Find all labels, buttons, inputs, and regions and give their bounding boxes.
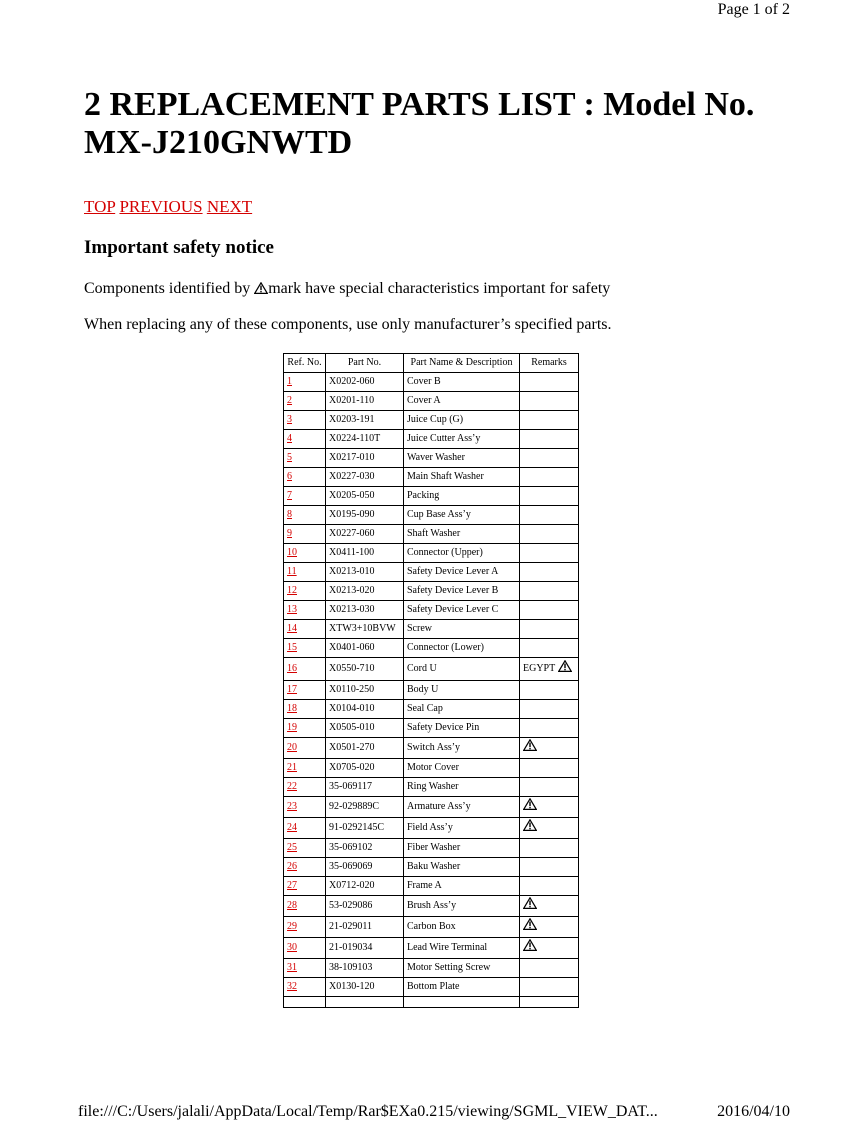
- safety-notice-line-2: When replacing any of these components, use only manufacturer’s specified parts.: [84, 316, 612, 333]
- ref-no-cell: [284, 525, 326, 544]
- remarks-cell: [520, 449, 579, 468]
- part-name-cell: Safety Device Lever A: [404, 563, 520, 582]
- ref-no-cell: [284, 620, 326, 639]
- ref-no-link[interactable]: 18: [287, 703, 297, 714]
- remarks-cell: [520, 839, 579, 858]
- ref-no-cell: [284, 978, 326, 997]
- table-row: [284, 658, 579, 681]
- remarks-cell: [520, 738, 579, 759]
- remarks-cell: [520, 917, 579, 938]
- nav-top-link[interactable]: TOP: [84, 197, 116, 216]
- table-row: [284, 544, 579, 563]
- part-name-cell: Armature Ass’y: [404, 797, 520, 818]
- ref-no-cell: [284, 839, 326, 858]
- parts-table-body: [284, 373, 579, 1008]
- ref-no-cell: [284, 563, 326, 582]
- remarks-cell: [520, 620, 579, 639]
- footer-date: 2016/04/10: [717, 1103, 790, 1120]
- table-row: [284, 938, 579, 959]
- part-name-cell: Carbon Box: [404, 917, 520, 938]
- part-no-cell: X0224-110T: [326, 430, 404, 449]
- ref-no-cell: [284, 506, 326, 525]
- nav-previous-link[interactable]: PREVIOUS: [119, 197, 203, 216]
- remarks-cell: [520, 506, 579, 525]
- ref-no-link[interactable]: 4: [287, 433, 292, 444]
- ref-no-cell: [284, 373, 326, 392]
- empty-cell: [404, 997, 520, 1008]
- table-row-empty: [284, 997, 579, 1008]
- parts-table: [283, 353, 579, 1008]
- table-row: [284, 487, 579, 506]
- part-no-cell: X0227-060: [326, 525, 404, 544]
- ref-no-link[interactable]: 20: [287, 742, 297, 753]
- table-row: [284, 877, 579, 896]
- ref-no-cell: [284, 601, 326, 620]
- ref-no-cell: [284, 759, 326, 778]
- part-name-cell: Connector (Upper): [404, 544, 520, 563]
- safety-notice-text-after: mark have special characteristics important for safety: [268, 280, 611, 297]
- ref-no-link[interactable]: 15: [287, 642, 297, 653]
- ref-no-link[interactable]: 19: [287, 722, 297, 733]
- part-no-cell: 35-069069: [326, 858, 404, 877]
- part-name-cell: Switch Ass’y: [404, 738, 520, 759]
- table-row: [284, 700, 579, 719]
- part-no-cell: X0195-090: [326, 506, 404, 525]
- part-name-cell: Screw: [404, 620, 520, 639]
- part-no-cell: X0401-060: [326, 639, 404, 658]
- ref-no-cell: [284, 738, 326, 759]
- part-name-cell: Safety Device Lever B: [404, 582, 520, 601]
- ref-no-cell: [284, 449, 326, 468]
- part-no-cell: 92-029889C: [326, 797, 404, 818]
- table-row: [284, 797, 579, 818]
- ref-no-cell: [284, 658, 326, 681]
- remarks-cell: [520, 778, 579, 797]
- part-no-cell: X0411-100: [326, 544, 404, 563]
- ref-no-cell: [284, 797, 326, 818]
- ref-no-cell: [284, 959, 326, 978]
- table-row: [284, 778, 579, 797]
- table-row: [284, 839, 579, 858]
- part-name-cell: Baku Washer: [404, 858, 520, 877]
- remarks-cell: [520, 392, 579, 411]
- table-row: [284, 506, 579, 525]
- remarks-cell: [520, 430, 579, 449]
- part-name-cell: Main Shaft Washer: [404, 468, 520, 487]
- safety-notice-text-before: Components identified by: [84, 280, 255, 297]
- remarks-cell: [520, 411, 579, 430]
- ref-no-cell: [284, 430, 326, 449]
- ref-no-cell: [284, 818, 326, 839]
- ref-no-link[interactable]: 23: [287, 801, 297, 812]
- table-row: [284, 468, 579, 487]
- part-name-cell: Safety Device Pin: [404, 719, 520, 738]
- warning-triangle-icon: [558, 660, 572, 672]
- part-name-cell: Packing: [404, 487, 520, 506]
- table-row: [284, 639, 579, 658]
- remarks-cell: [520, 373, 579, 392]
- ref-no-link[interactable]: 17: [287, 684, 297, 695]
- remarks-cell: [520, 563, 579, 582]
- part-name-cell: Motor Cover: [404, 759, 520, 778]
- ref-no-link[interactable]: 22: [287, 781, 297, 792]
- ref-no-cell: [284, 858, 326, 877]
- part-no-cell: X0550-710: [326, 658, 404, 681]
- table-row: [284, 620, 579, 639]
- table-row: [284, 759, 579, 778]
- ref-no-link[interactable]: 27: [287, 880, 297, 891]
- part-name-cell: Cover A: [404, 392, 520, 411]
- table-row: [284, 601, 579, 620]
- part-no-cell: X0227-030: [326, 468, 404, 487]
- warning-triangle-icon: [523, 939, 537, 951]
- column-header-ref-no: Ref. No.: [284, 354, 326, 373]
- part-no-cell: X0205-050: [326, 487, 404, 506]
- ref-no-link[interactable]: 1: [287, 376, 292, 387]
- part-name-cell: Body U: [404, 681, 520, 700]
- part-name-cell: Frame A: [404, 877, 520, 896]
- part-name-cell: Shaft Washer: [404, 525, 520, 544]
- ref-no-cell: [284, 896, 326, 917]
- remarks-cell: [520, 858, 579, 877]
- part-no-cell: X0705-020: [326, 759, 404, 778]
- ref-no-link[interactable]: 24: [287, 822, 297, 833]
- part-no-cell: X0217-010: [326, 449, 404, 468]
- remarks-cell: [520, 938, 579, 959]
- table-row: [284, 582, 579, 601]
- table-row: [284, 858, 579, 877]
- part-no-cell: 91-0292145C: [326, 818, 404, 839]
- table-row: [284, 411, 579, 430]
- page-title: 2 REPLACEMENT PARTS LIST : Model No. MX-J210GNWTD: [84, 86, 755, 161]
- warning-triangle-icon: [523, 798, 537, 810]
- table-row: [284, 719, 579, 738]
- ref-no-cell: [284, 778, 326, 797]
- part-no-cell: 38-109103: [326, 959, 404, 978]
- ref-no-link[interactable]: 9: [287, 528, 292, 539]
- ref-no-link[interactable]: 14: [287, 623, 297, 634]
- table-row: [284, 681, 579, 700]
- part-name-cell: Waver Washer: [404, 449, 520, 468]
- ref-no-link[interactable]: 3: [287, 414, 292, 425]
- ref-no-cell: [284, 487, 326, 506]
- remarks-cell: [520, 582, 579, 601]
- table-row: [284, 818, 579, 839]
- ref-no-link[interactable]: 25: [287, 842, 297, 853]
- ref-no-cell: [284, 468, 326, 487]
- ref-no-cell: [284, 917, 326, 938]
- empty-cell: [284, 997, 326, 1008]
- part-name-cell: Motor Setting Screw: [404, 959, 520, 978]
- part-no-cell: X0213-020: [326, 582, 404, 601]
- part-no-cell: 35-069102: [326, 839, 404, 858]
- remarks-cell: [520, 719, 579, 738]
- part-name-cell: Seal Cap: [404, 700, 520, 719]
- part-name-cell: Cup Base Ass’y: [404, 506, 520, 525]
- ref-no-link[interactable]: 11: [287, 566, 297, 577]
- parts-table-header-row: [284, 354, 579, 373]
- remarks-cell: [520, 877, 579, 896]
- part-no-cell: XTW3+10BVW: [326, 620, 404, 639]
- page-indicator: Page 1 of 2: [717, 1, 790, 18]
- part-name-cell: Cover B: [404, 373, 520, 392]
- remarks-cell: [520, 681, 579, 700]
- warning-triangle-icon: [523, 739, 537, 751]
- part-name-cell: Connector (Lower): [404, 639, 520, 658]
- ref-no-cell: [284, 639, 326, 658]
- ref-no-link[interactable]: 16: [287, 663, 297, 674]
- nav-next-link[interactable]: NEXT: [206, 197, 253, 216]
- warning-triangle-icon: [523, 897, 537, 909]
- part-name-cell: Juice Cup (G): [404, 411, 520, 430]
- remarks-cell: [520, 759, 579, 778]
- ref-no-link[interactable]: 6: [287, 471, 292, 482]
- table-row: [284, 430, 579, 449]
- column-header-part-no: Part No.: [326, 354, 404, 373]
- table-row: [284, 959, 579, 978]
- part-no-cell: 35-069117: [326, 778, 404, 797]
- remark-text: EGYPT: [523, 663, 556, 674]
- remarks-cell: [520, 896, 579, 917]
- ref-no-link[interactable]: 21: [287, 762, 297, 773]
- ref-no-link[interactable]: 10: [287, 547, 297, 558]
- ref-no-cell: [284, 700, 326, 719]
- ref-no-link[interactable]: 32: [287, 981, 297, 992]
- safety-notice-heading: Important safety notice: [84, 237, 274, 258]
- ref-no-cell: [284, 392, 326, 411]
- table-row: [284, 896, 579, 917]
- nav-links: [84, 197, 252, 217]
- remarks-cell: [520, 797, 579, 818]
- part-no-cell: X0712-020: [326, 877, 404, 896]
- part-name-cell: Field Ass’y: [404, 818, 520, 839]
- table-row: [284, 563, 579, 582]
- ref-no-link[interactable]: 8: [287, 509, 292, 520]
- empty-cell: [520, 997, 579, 1008]
- empty-cell: [326, 997, 404, 1008]
- part-name-cell: Ring Washer: [404, 778, 520, 797]
- ref-no-cell: [284, 544, 326, 563]
- part-no-cell: 21-029011: [326, 917, 404, 938]
- ref-no-cell: [284, 877, 326, 896]
- ref-no-link[interactable]: 12: [287, 585, 297, 596]
- ref-no-link[interactable]: 31: [287, 962, 297, 973]
- part-name-cell: Juice Cutter Ass’y: [404, 430, 520, 449]
- remarks-cell: [520, 818, 579, 839]
- remarks-cell: [520, 525, 579, 544]
- remarks-cell: [520, 959, 579, 978]
- part-name-cell: Brush Ass’y: [404, 896, 520, 917]
- column-header-part-name: Part Name & Description: [404, 354, 520, 373]
- ref-no-link[interactable]: 5: [287, 452, 292, 463]
- part-no-cell: X0505-010: [326, 719, 404, 738]
- ref-no-cell: [284, 411, 326, 430]
- part-no-cell: 53-029086: [326, 896, 404, 917]
- remarks-cell: [520, 487, 579, 506]
- part-no-cell: X0201-110: [326, 392, 404, 411]
- part-no-cell: X0213-030: [326, 601, 404, 620]
- ref-no-cell: [284, 582, 326, 601]
- part-name-cell: Bottom Plate: [404, 978, 520, 997]
- table-row: [284, 738, 579, 759]
- part-no-cell: X0104-010: [326, 700, 404, 719]
- table-row: [284, 392, 579, 411]
- ref-no-link[interactable]: 7: [287, 490, 292, 501]
- ref-no-link[interactable]: 2: [287, 395, 292, 406]
- part-no-cell: X0501-270: [326, 738, 404, 759]
- part-no-cell: X0110-250: [326, 681, 404, 700]
- ref-no-cell: [284, 938, 326, 959]
- remarks-cell: [520, 468, 579, 487]
- table-row: [284, 917, 579, 938]
- part-name-cell: Cord U: [404, 658, 520, 681]
- ref-no-link[interactable]: 28: [287, 900, 297, 911]
- part-no-cell: X0130-120: [326, 978, 404, 997]
- table-row: [284, 978, 579, 997]
- remarks-cell: [520, 658, 579, 681]
- ref-no-link[interactable]: 30: [287, 942, 297, 953]
- table-row: [284, 449, 579, 468]
- remarks-cell: [520, 601, 579, 620]
- table-row: [284, 525, 579, 544]
- warning-triangle-icon: [523, 819, 537, 831]
- part-name-cell: Fiber Washer: [404, 839, 520, 858]
- remarks-cell: [520, 700, 579, 719]
- part-name-cell: Lead Wire Terminal: [404, 938, 520, 959]
- part-no-cell: X0203-191: [326, 411, 404, 430]
- ref-no-link[interactable]: 26: [287, 861, 297, 872]
- ref-no-cell: [284, 719, 326, 738]
- safety-notice-line-1: [84, 280, 610, 298]
- warning-triangle-icon: [523, 918, 537, 930]
- table-row: [284, 373, 579, 392]
- footer-file-path: file:///C:/Users/jalali/AppData/Local/Temp/Rar$EXa0.215/viewing/SGML_VIEW_DAT...: [78, 1103, 658, 1120]
- ref-no-link[interactable]: 13: [287, 604, 297, 615]
- column-header-remarks: Remarks: [520, 354, 579, 373]
- part-name-cell: Safety Device Lever C: [404, 601, 520, 620]
- remarks-cell: [520, 639, 579, 658]
- part-no-cell: X0202-060: [326, 373, 404, 392]
- ref-no-link[interactable]: 29: [287, 921, 297, 932]
- part-no-cell: X0213-010: [326, 563, 404, 582]
- part-no-cell: 21-019034: [326, 938, 404, 959]
- remarks-cell: [520, 544, 579, 563]
- warning-triangle-icon: [254, 282, 268, 294]
- remarks-cell: [520, 978, 579, 997]
- ref-no-cell: [284, 681, 326, 700]
